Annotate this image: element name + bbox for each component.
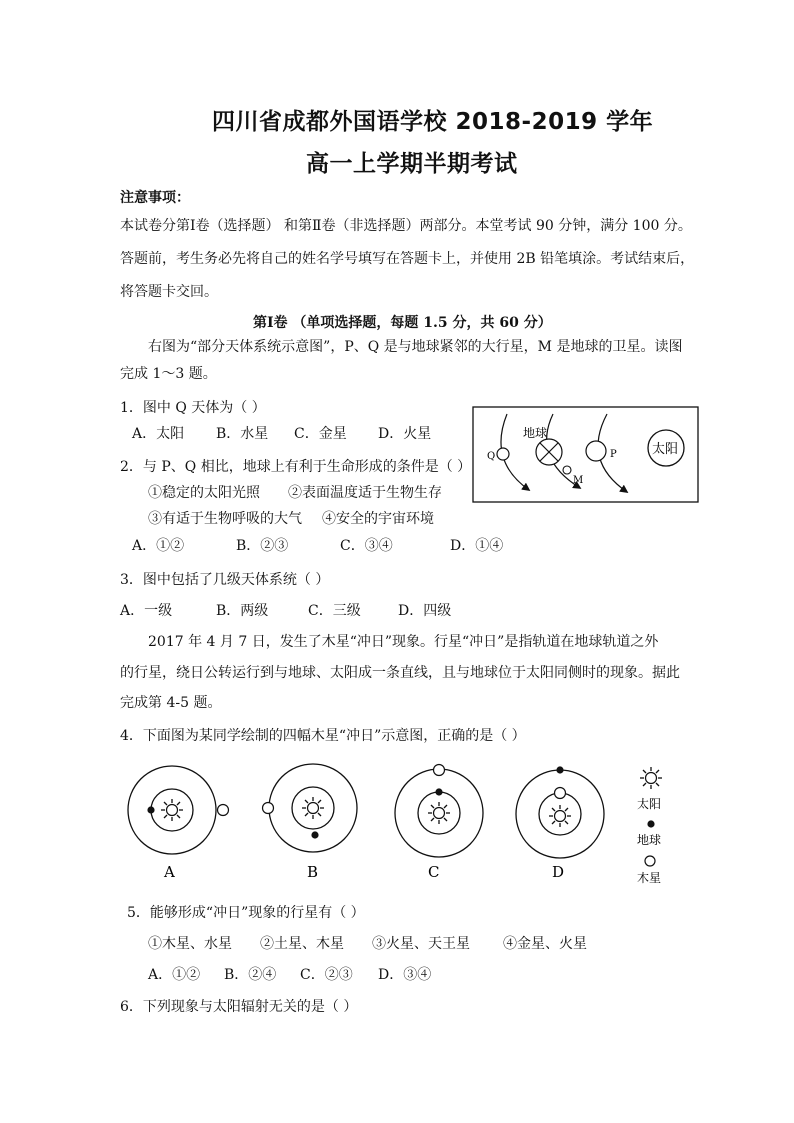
q1-option-c: C．金星: [294, 426, 347, 442]
legend: [637, 767, 662, 885]
notice-line-2: 答题前，考生务必先将自己的姓名学号填写在答题卡上，并使用 2B 铅笔填涂。考试结束后，: [120, 251, 695, 267]
title-line-1: 四川省成都外国语学校 2018-2019 学年: [212, 109, 654, 135]
planet-p: [586, 441, 606, 461]
q5-statement-4: ④金星、火星: [503, 936, 587, 952]
label-q: Q: [487, 451, 496, 462]
passage-line-3: 完成第 4-5 题。: [120, 695, 222, 711]
planet-q: [497, 448, 509, 460]
q5-statement-1: ①木星、水星: [148, 936, 232, 952]
q2-stem: 2．与 P、Q 相比，地球上有利于生命形成的条件是（ ）: [120, 459, 472, 475]
panel-label-c: C: [428, 863, 440, 881]
section-heading: 第Ⅰ卷 （单项选择题，每题 1.5 分，共 60 分）: [253, 315, 552, 331]
legend-earth-dot: [647, 820, 654, 827]
title-line-2: 高一上学期半期考试: [306, 151, 518, 177]
q1-option-b: B．水星: [216, 426, 269, 442]
passage-line-2: 的行星，绕日公转运行到与地球、太阳成一条直线，且与地球位于太阳同侧时的现象。据此: [120, 665, 680, 681]
sun-icon-c: [428, 802, 450, 824]
q3-option-b: B．两级: [216, 603, 269, 619]
q5-option-b: B．②④: [224, 967, 277, 983]
panel-a: [128, 766, 229, 881]
jupiter-b: [263, 803, 274, 814]
q5-option-a: A．①②: [148, 967, 201, 983]
sun-icon-a: [161, 799, 183, 821]
panel-label-d: D: [552, 863, 565, 881]
earth-dot-a: [147, 806, 154, 813]
opposition-diagrams: [120, 760, 700, 890]
notice-line-3: 将答题卡交回。: [120, 284, 218, 300]
moon-m: [563, 466, 571, 474]
q3-option-d: D．四级: [398, 603, 452, 619]
q2-option-c: C．③④: [340, 538, 393, 554]
label-p: P: [610, 449, 617, 460]
label-m: M: [573, 475, 584, 486]
q3-option-c: C．三级: [308, 603, 361, 619]
q3-option-a: A．一级: [120, 603, 173, 619]
notice-line-1: 本试卷分第Ⅰ卷（选择题） 和第Ⅱ卷（非选择题）两部分。本堂考试 90 分钟，满分 100 分。: [120, 218, 692, 234]
legend-sun-icon: [640, 767, 662, 789]
jupiter-d: [555, 788, 566, 799]
earth-symbol: [536, 439, 562, 465]
q5-option-c: C．②③: [300, 967, 353, 983]
q3-stem: 3．图中包括了几级天体系统（ ）: [120, 572, 330, 588]
panel-b: [263, 764, 358, 881]
q1-stem: 1．图中 Q 天体为（ ）: [120, 400, 266, 416]
passage-line-1: 2017 年 4 月 7 日，发生了木星“冲日”现象。行星“冲日”是指轨道在地球轨道之外: [148, 634, 659, 650]
panel-d: [516, 766, 604, 881]
q1-option-a: A．太阳: [132, 426, 185, 442]
q2-option-d: D．①④: [450, 538, 504, 554]
q2-option-a: A．①②: [132, 538, 185, 554]
q5-option-d: D．③④: [378, 967, 432, 983]
q2-statement-2: ②表面温度适于生物生存: [288, 485, 442, 501]
q5-statement-3: ③火星、天王星: [372, 936, 470, 952]
legend-jupiter-label: 木星: [637, 871, 662, 885]
q2-option-b: B．②③: [236, 538, 289, 554]
legend-sun-label: 太阳: [637, 797, 662, 811]
q6-stem: 6．下列现象与太阳辐射无关的是（ ）: [120, 999, 358, 1015]
panel-label-a: A: [164, 863, 175, 881]
earth-dot-c: [435, 788, 442, 795]
q2-statement-4: ④安全的宇宙环境: [322, 511, 434, 527]
q1-option-d: D．火星: [378, 426, 432, 442]
panel-label-b: B: [307, 863, 319, 881]
jupiter-c: [434, 765, 445, 776]
legend-earth-label: 地球: [637, 833, 662, 847]
q4-stem: 4．下面图为某同学绘制的四幅木星“冲日”示意图，正确的是（ ）: [120, 728, 526, 744]
q5-statement-2: ②土星、木星: [260, 936, 344, 952]
q2-statement-1: ①稳定的太阳光照: [148, 485, 260, 501]
intro-line-1: 右图为“部分天体系统示意图”，P、Q 是与地球紧邻的大行星，M 是地球的卫星。读图: [148, 339, 683, 355]
label-earth: 地球: [523, 426, 548, 440]
label-sun: 太阳: [652, 442, 679, 457]
q2-statement-3: ③有适于生物呼吸的大气: [148, 511, 302, 527]
notice-heading: 注意事项：: [120, 190, 190, 206]
earth-dot-b: [311, 831, 318, 838]
sun-icon-d: [549, 805, 571, 827]
sun-icon-b: [302, 797, 324, 819]
legend-jupiter-circle: [645, 856, 655, 866]
q5-stem: 5．能够形成“冲日”现象的行星有（ ）: [127, 905, 365, 921]
panel-c: [395, 765, 483, 882]
jupiter-a: [218, 805, 229, 816]
celestial-system-diagram: [472, 406, 700, 504]
intro-line-2: 完成 1～3 题。: [120, 366, 217, 382]
earth-dot-d: [556, 766, 563, 773]
